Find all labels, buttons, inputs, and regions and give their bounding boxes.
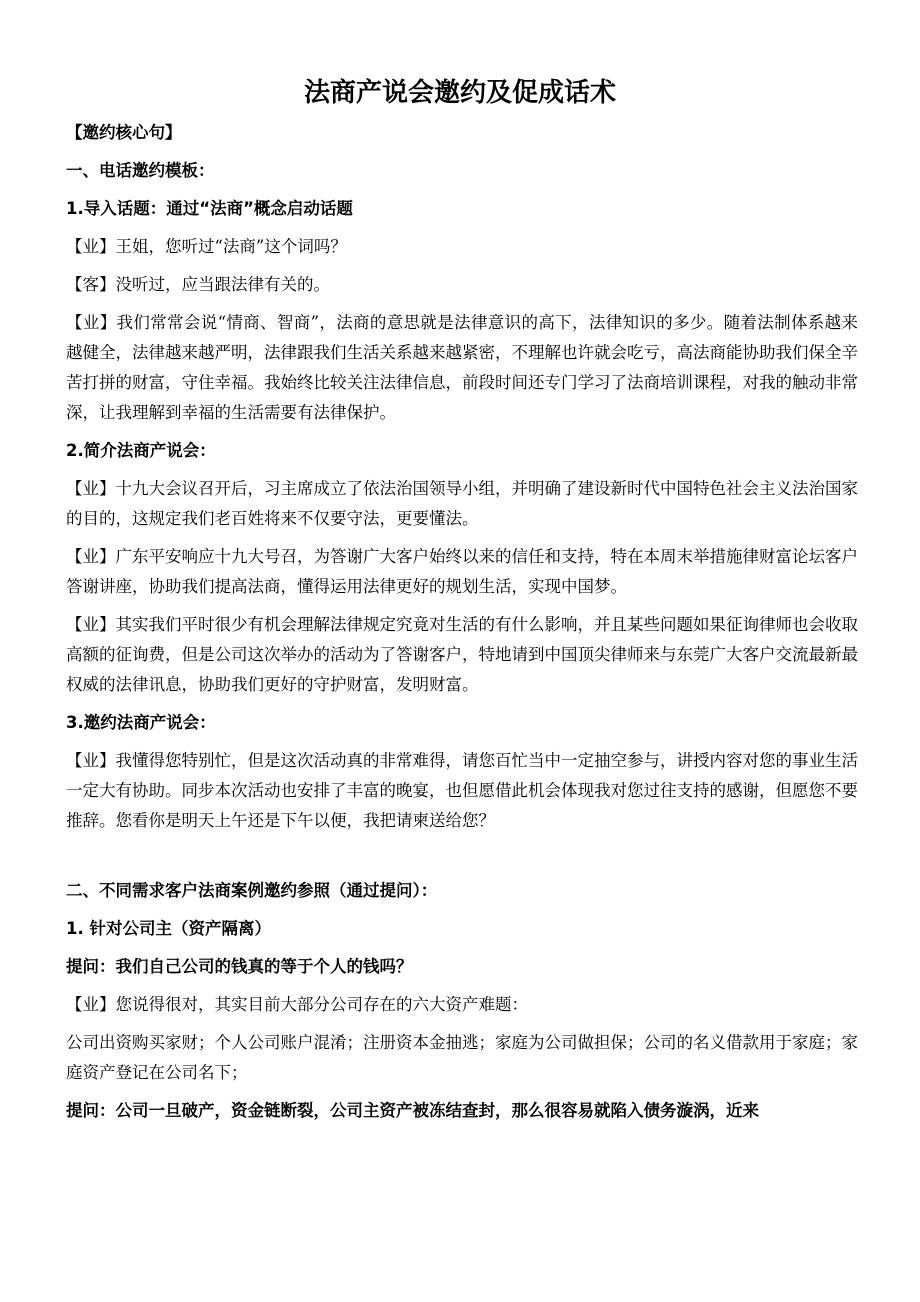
paragraph: 【业】其实我们平时很少有机会理解法律规定究竟对生活的有什么影响，并且某些问题如果征询律师也会收取高额的征询费，但是公司这次举办的活动为了答谢客户，特地请到中国顶尖律师来与东莞广大客户交流最新最权威的法律讯息，协助我们更好的守护财富，发明财富。 <box>66 615 858 694</box>
document-title: 法商产说会邀约及促成话术 <box>303 78 616 108</box>
section1-sub1-heading: 1.导入话题：通过“法商”概念启动话题 <box>66 199 353 218</box>
section2-sub1-heading: 1. 针对公司主（资产隔离） <box>66 919 271 938</box>
document-body <box>66 118 858 1134</box>
paragraph: 【业】十九大会议召开后，习主席成立了依法治国领导小组，并明确了建设新时代中国特色社会主义法治国家的目的，这规定我们老百姓将来不仅要守法，更要懂法。 <box>66 479 858 528</box>
core-heading: 【邀约核心句】 <box>66 123 182 142</box>
question: 提问：我们自己公司的钱真的等于个人的钱吗？ <box>66 957 413 976</box>
question: 提问：公司一旦破产，资金链断裂，公司主资产被冻结查封，那么很容易就陷入债务漩涡，近来 <box>66 1101 759 1120</box>
paragraph: 【业】我们常常会说“情商、智商”，法商的意思就是法律意识的高下，法律知识的多少。随着法制体系越来越健全，法律越来越严明，法律跟我们生活关系越来越紧密，不理解也许就会吃亏，高法商能协助我们保全辛苦打拼的财富，守住幸福。我始终比较关注法律信息，前段时间还专门学习了法商培训课程，对我的触动非常深，让我理解到幸福的生活需要有法律保护。 <box>66 313 858 422</box>
section1-sub2-heading: 2.简介法商产说会： <box>66 441 216 460</box>
paragraph: 【业】王姐，您听过“法商”这个词吗？ <box>66 237 347 256</box>
paragraph: 公司出资购买家财；个人公司账户混淆；注册资本金抽逃；家庭为公司做担保；公司的名义借款用于家庭；家庭资产登记在公司名下； <box>66 1033 858 1082</box>
section1-heading: 一、电话邀约模板： <box>66 161 215 180</box>
section2-heading: 二、不同需求客户法商案例邀约参照（通过提问）： <box>66 881 438 900</box>
paragraph: 【业】我懂得您特别忙，但是这次活动真的非常难得，请您百忙当中一定抽空参与，讲授内容对您的事业生活一定大有协助。同步本次活动也安排了丰富的晚宴，也但愿借此机会体现我对您过往支持的感谢，但愿您不要推辞。您看你是明天上午还是下午以便，我把请柬送给您？ <box>66 751 858 830</box>
paragraph: 【业】您说得很对，其实目前大部分公司存在的六大资产难题： <box>66 995 528 1014</box>
paragraph: 【客】没听过，应当跟法律有关的。 <box>66 275 330 294</box>
paragraph: 【业】广东平安响应十九大号召，为答谢广大客户始终以来的信任和支持，特在本周末举措施律财富论坛客户答谢讲座，协助我们提高法商，懂得运用法律更好的规划生活，实现中国梦。 <box>66 547 858 596</box>
spacer <box>66 844 858 876</box>
section1-sub3-heading: 3.邀约法商产说会： <box>66 713 216 732</box>
